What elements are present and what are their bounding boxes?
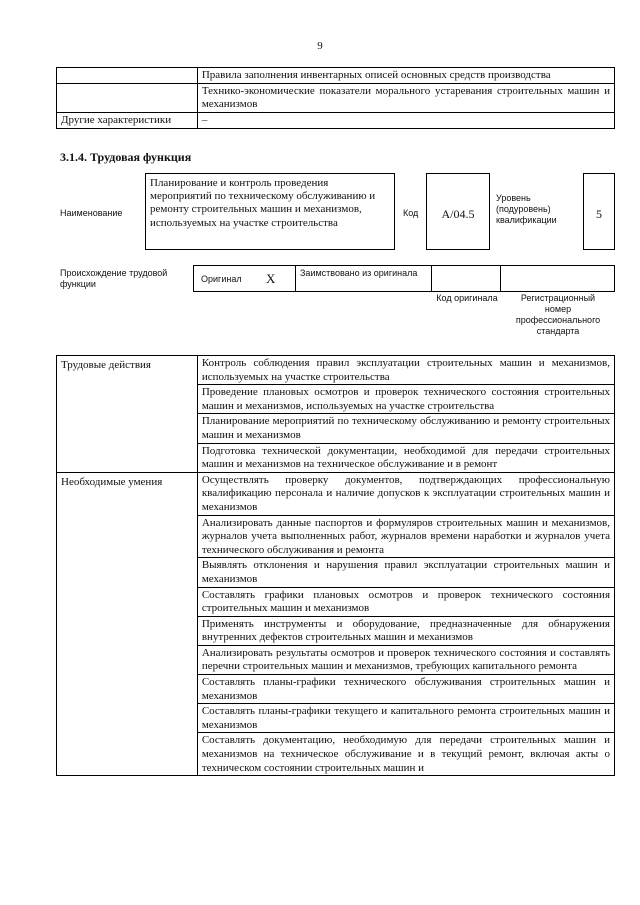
borrowed-box <box>295 265 432 292</box>
origin-code-box <box>431 265 501 292</box>
labor-action-item: Подготовка технической документации, необходимой для передачи строительных машин и механизмов на техническое обслуживание и в ремонт <box>197 443 614 472</box>
labor-action-item: Проведение плановых осмотров и проверок технического состояния строительных машин и механизмов, используемых на участке строительства <box>197 385 614 414</box>
skill-item: Осуществлять проверку документов, подтверждающих профессиональную квалификацию персонала и наличие допусков к эксплуатации строительных машин и механизмов <box>197 472 614 515</box>
level-box <box>583 173 615 250</box>
original-box <box>193 265 296 292</box>
original-label: Оригинал <box>201 274 242 284</box>
characteristics-table <box>56 67 615 129</box>
level-value: 5 <box>596 207 602 221</box>
labor-action-item: Планирование мероприятий по техническому обслуживанию и ремонту строительных машин и механизмов <box>197 414 614 443</box>
section-heading: 3.1.4. Трудовая функция <box>60 150 192 164</box>
labor-action-item: Контроль соблюдения правил эксплуатации строительных машин и механизмов, используемых на участке строительства <box>197 356 614 385</box>
table-row <box>57 68 615 84</box>
borrowed-label: Заимствовано из оригинала <box>300 268 418 278</box>
table-row <box>57 84 615 113</box>
table-cell: Правила заполнения инвентарных описей основных средств производства <box>197 68 614 84</box>
row-label: Другие характеристики <box>57 113 198 129</box>
function-details-table <box>56 355 615 776</box>
skill-item: Применять инструменты и оборудование, предназначенные для обнаружения внутренних дефектов строительных машин и механизмов <box>197 616 614 645</box>
name-label: Наименование <box>60 208 123 218</box>
skill-item: Анализировать результаты осмотров и проверок технического состояния и составлять перечни строительных машин и механизмов, требующих капитального ремонта <box>197 645 614 674</box>
function-name: Планирование и контроль проведения мероприятий по техническому обслуживанию и ремонту строительных машин и механизмов, используемых на участке строительства <box>150 177 376 229</box>
skill-item: Анализировать данные паспортов и формуляров строительных машин и механизмов, журналов учета выполненных работ, журналов времени наработки и журналов учета технического обслуживания и ремонта <box>197 515 614 558</box>
page-number: 9 <box>317 40 323 52</box>
table-row <box>57 472 615 515</box>
skills-label: Необходимые умения <box>57 472 198 775</box>
level-label: Уровень (подуровень) квалификации <box>496 193 557 225</box>
skill-item: Выявлять отклонения и нарушения правил эксплуатации строительных машин и механизмов <box>197 558 614 587</box>
skill-item: Составлять планы-графики технического обслуживания строительных машин и механизмов <box>197 675 614 704</box>
reg-caption: Регистрационный номер профессионального стандарта <box>515 293 601 336</box>
code-caption: Код оригинала <box>436 293 498 303</box>
origin-label: Происхождение трудовой функции <box>60 268 168 289</box>
table-cell: Технико-экономические показатели морального устаревания строительных машин и механизмов <box>197 84 614 113</box>
original-mark: X <box>266 271 276 286</box>
table-row <box>57 113 615 129</box>
skill-item: Составлять планы-графики текущего и капитального ремонта строительных машин и механизмов <box>197 704 614 733</box>
skill-item: Составлять графики плановых осмотров и проверок технического состояния строительных машин и механизмов <box>197 587 614 616</box>
reg-number-box <box>500 265 615 292</box>
function-code: A/04.5 <box>441 207 475 221</box>
skill-item: Составлять документацию, необходимую для передачи строительных машин и механизмов на техническое обслуживание и в текущий ремонт, включая акты о техническом состоянии строительных машин и <box>197 733 614 776</box>
labor-actions-label: Трудовые действия <box>57 356 198 473</box>
code-label: Код <box>403 208 419 218</box>
name-box <box>145 173 395 250</box>
code-box <box>426 173 490 250</box>
table-row <box>57 356 615 385</box>
table-cell: – <box>197 113 614 129</box>
